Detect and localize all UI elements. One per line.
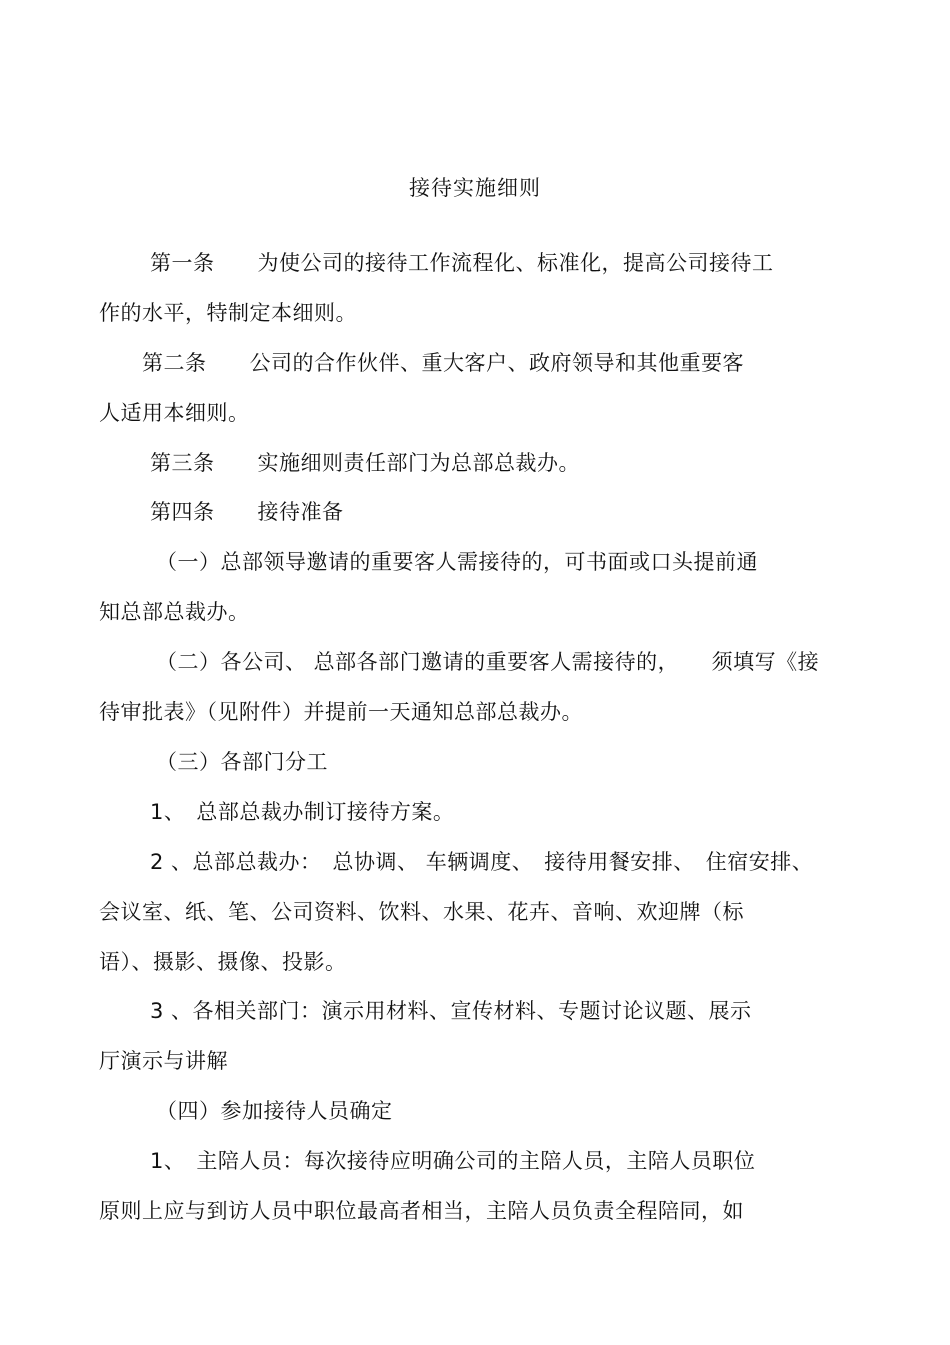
paragraph-line-16: 3 、各相关部门：演示用材料、宣传材料、专题讨论议题、展示 — [150, 999, 752, 1023]
paragraph-line-10: 待审批表》（见附件）并提前一天通知总部总裁办。 — [99, 700, 583, 724]
paragraph-line-4: 人适用本细则。 — [99, 401, 250, 425]
paragraph-line-13: 2 、总部总裁办： 总协调、 车辆调度、 接待用餐安排、 住宿安排、 — [150, 850, 814, 874]
paragraph-line-3: 第二条 公司的合作伙伴、重大客户、政府领导和其他重要客 — [142, 351, 744, 375]
paragraph-line-18: （四）参加接待人员确定 — [156, 1099, 393, 1123]
paragraph-line-8: 知总部总裁办。 — [99, 600, 250, 624]
paragraph-line-1: 第一条 为使公司的接待工作流程化、标准化，提高公司接待工 — [150, 251, 774, 275]
paragraph-line-9: （二）各公司、 总部各部门邀请的重要客人需接待的， 须填写《接 — [156, 650, 820, 674]
paragraph-line-19: 1、 主陪人员：每次接待应明确公司的主陪人员，主陪人员职位 — [150, 1149, 756, 1173]
paragraph-line-15: 语）、摄影、摄像、投影。 — [99, 950, 347, 974]
document-title: 接待实施细则 — [409, 176, 541, 200]
paragraph-line-5: 第三条 实施细则责任部门为总部总裁办。 — [150, 451, 580, 475]
paragraph-line-14: 会议室、纸、笔、公司资料、饮料、水果、花卉、音响、欢迎牌（标 — [99, 900, 744, 924]
paragraph-line-17: 厅演示与讲解 — [99, 1049, 228, 1073]
paragraph-line-11: （三）各部门分工 — [156, 750, 328, 774]
paragraph-line-12: 1、 总部总裁办制订接待方案。 — [150, 800, 455, 824]
paragraph-line-7: （一）总部领导邀请的重要客人需接待的，可书面或口头提前通 — [156, 550, 758, 574]
paragraph-line-6: 第四条 接待准备 — [150, 500, 344, 524]
paragraph-line-20: 原则上应与到访人员中职位最高者相当，主陪人员负责全程陪同，如 — [99, 1199, 744, 1223]
paragraph-line-2: 作的水平，特制定本细则。 — [99, 301, 357, 325]
